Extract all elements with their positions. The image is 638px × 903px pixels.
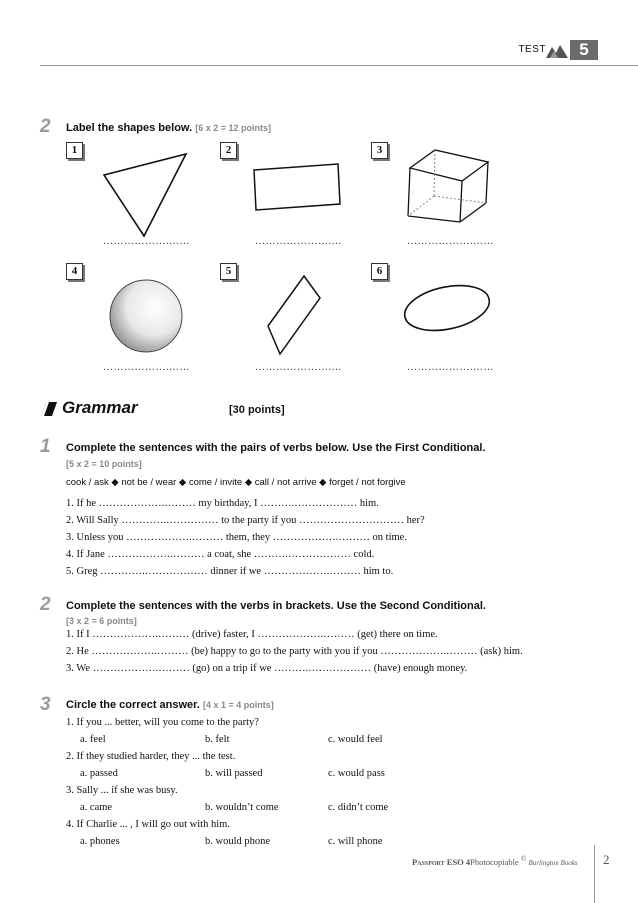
option-b: b. will passed bbox=[205, 768, 263, 779]
exercise-number: 3 bbox=[40, 694, 51, 715]
sentence-item: 2. Will Sally ………….…………… to the party if you ………………………… her? bbox=[66, 515, 425, 526]
question: 2. If they studied harder, they ... the test. bbox=[66, 751, 236, 762]
shape-number-box: 5 bbox=[220, 263, 237, 280]
footer-photocopiable: Photocopiable bbox=[470, 856, 519, 867]
rhombus-shape bbox=[262, 272, 332, 362]
exercise-instruction: Complete the sentences with the pairs of verbs below. Use the First Conditional. bbox=[66, 442, 486, 454]
answer-dots: ……………….…… bbox=[103, 362, 190, 373]
grammar-title: Grammar bbox=[62, 398, 138, 417]
answer-dots: ………………….… bbox=[255, 236, 342, 247]
sphere-shape bbox=[104, 276, 194, 356]
rectangle-shape bbox=[248, 160, 348, 220]
shape-number-box: 6 bbox=[371, 263, 388, 280]
option-b: b. felt bbox=[205, 734, 230, 745]
exercise-number: 1 bbox=[40, 436, 51, 457]
answer-dots: ……………….…… bbox=[407, 236, 494, 247]
option-a: a. feel bbox=[80, 734, 106, 745]
option-c: c. would feel bbox=[328, 734, 383, 745]
grammar-points: [30 points] bbox=[229, 404, 285, 416]
sentence-item: 2. He ……………….……… (be) happy to go to the party with you if you ……………….……… (ask) him. bbox=[66, 646, 523, 657]
answer-dots: ………………….… bbox=[255, 362, 342, 373]
instruction-text: Circle the correct answer. bbox=[66, 699, 200, 711]
exercise-instruction bbox=[66, 699, 274, 711]
points-label: [6 x 2 = 12 points] bbox=[195, 123, 271, 133]
shape-number-box: 1 bbox=[66, 142, 83, 159]
shape-number-box: 2 bbox=[220, 142, 237, 159]
footer-eso: ESO 4 bbox=[446, 856, 471, 867]
option-a: a. came bbox=[80, 802, 113, 813]
question: 4. If Charlie ... , I will go out with him. bbox=[66, 819, 230, 830]
footer-publisher: Burlington Books bbox=[528, 858, 578, 867]
option-c: c. didn’t come bbox=[328, 802, 389, 813]
cube-shape bbox=[400, 148, 500, 228]
instruction-text: Label the shapes below. bbox=[66, 122, 193, 134]
mountain-logo-icon bbox=[546, 44, 568, 58]
answer-dots: ……………….…… bbox=[103, 236, 190, 247]
test-label: TEST bbox=[518, 44, 546, 55]
sentence-item: 5. Greg ………….……………… dinner if we ……………….……… him to. bbox=[66, 566, 394, 577]
sentence-item: 3. We ……………….……… (go) on a trip if we ……….……………… (have) enough money. bbox=[66, 663, 468, 674]
option-a: a. passed bbox=[80, 768, 118, 779]
section-marker-icon bbox=[40, 401, 58, 417]
header-rule bbox=[40, 65, 638, 66]
triangle-shape bbox=[96, 150, 196, 240]
verb-pairs: cook / ask ◆ not be / wear ◆ come / invite ◆ call / not arrive ◆ forget / not forgive bbox=[66, 477, 406, 488]
section-instruction bbox=[66, 122, 271, 134]
sentence-item: 4. If Jane ……………….……… a coat, she ……….……………… cold. bbox=[66, 549, 375, 560]
option-b: b. would phone bbox=[205, 836, 271, 847]
option-a: a. phones bbox=[80, 836, 120, 847]
footer-divider bbox=[594, 845, 595, 903]
page-number: 2 bbox=[603, 852, 610, 867]
sentence-item: 1. If he ……………….……… my birthday, I ……….……………… him. bbox=[66, 498, 379, 509]
points-label: [3 x 2 = 6 points] bbox=[66, 616, 137, 626]
points-label: [4 x 1 = 4 points] bbox=[202, 700, 274, 710]
option-c: c. will phone bbox=[328, 836, 383, 847]
shape-number-box: 4 bbox=[66, 263, 83, 280]
question: 3. Sally ... if she was busy. bbox=[66, 785, 178, 796]
option-c: c. would pass bbox=[328, 768, 385, 779]
question: 1. If you ... better, will you come to the party? bbox=[66, 717, 259, 728]
answer-dots: ……………….…… bbox=[407, 362, 494, 373]
points-label: [5 x 2 = 10 points] bbox=[66, 459, 142, 469]
footer-credit bbox=[412, 855, 578, 867]
exercise-number: 2 bbox=[40, 594, 51, 615]
sentence-item: 1. If I ……………….……… (drive) faster, I ……………….……… (get) there on time. bbox=[66, 629, 438, 640]
option-b: b. wouldn’t come bbox=[205, 802, 279, 813]
footer-passport: Passport bbox=[412, 856, 445, 867]
sentence-item: 3. Unless you ……………….……… them, they ……………….……… on time. bbox=[66, 532, 407, 543]
section-number: 2 bbox=[40, 116, 51, 137]
ellipse-shape bbox=[400, 280, 500, 340]
shape-number-box: 3 bbox=[371, 142, 388, 159]
copyright-symbol: © bbox=[520, 855, 527, 863]
exercise-instruction: Complete the sentences with the verbs in brackets. Use the Second Conditional. bbox=[66, 600, 486, 612]
test-number-badge: 5 bbox=[570, 40, 598, 60]
